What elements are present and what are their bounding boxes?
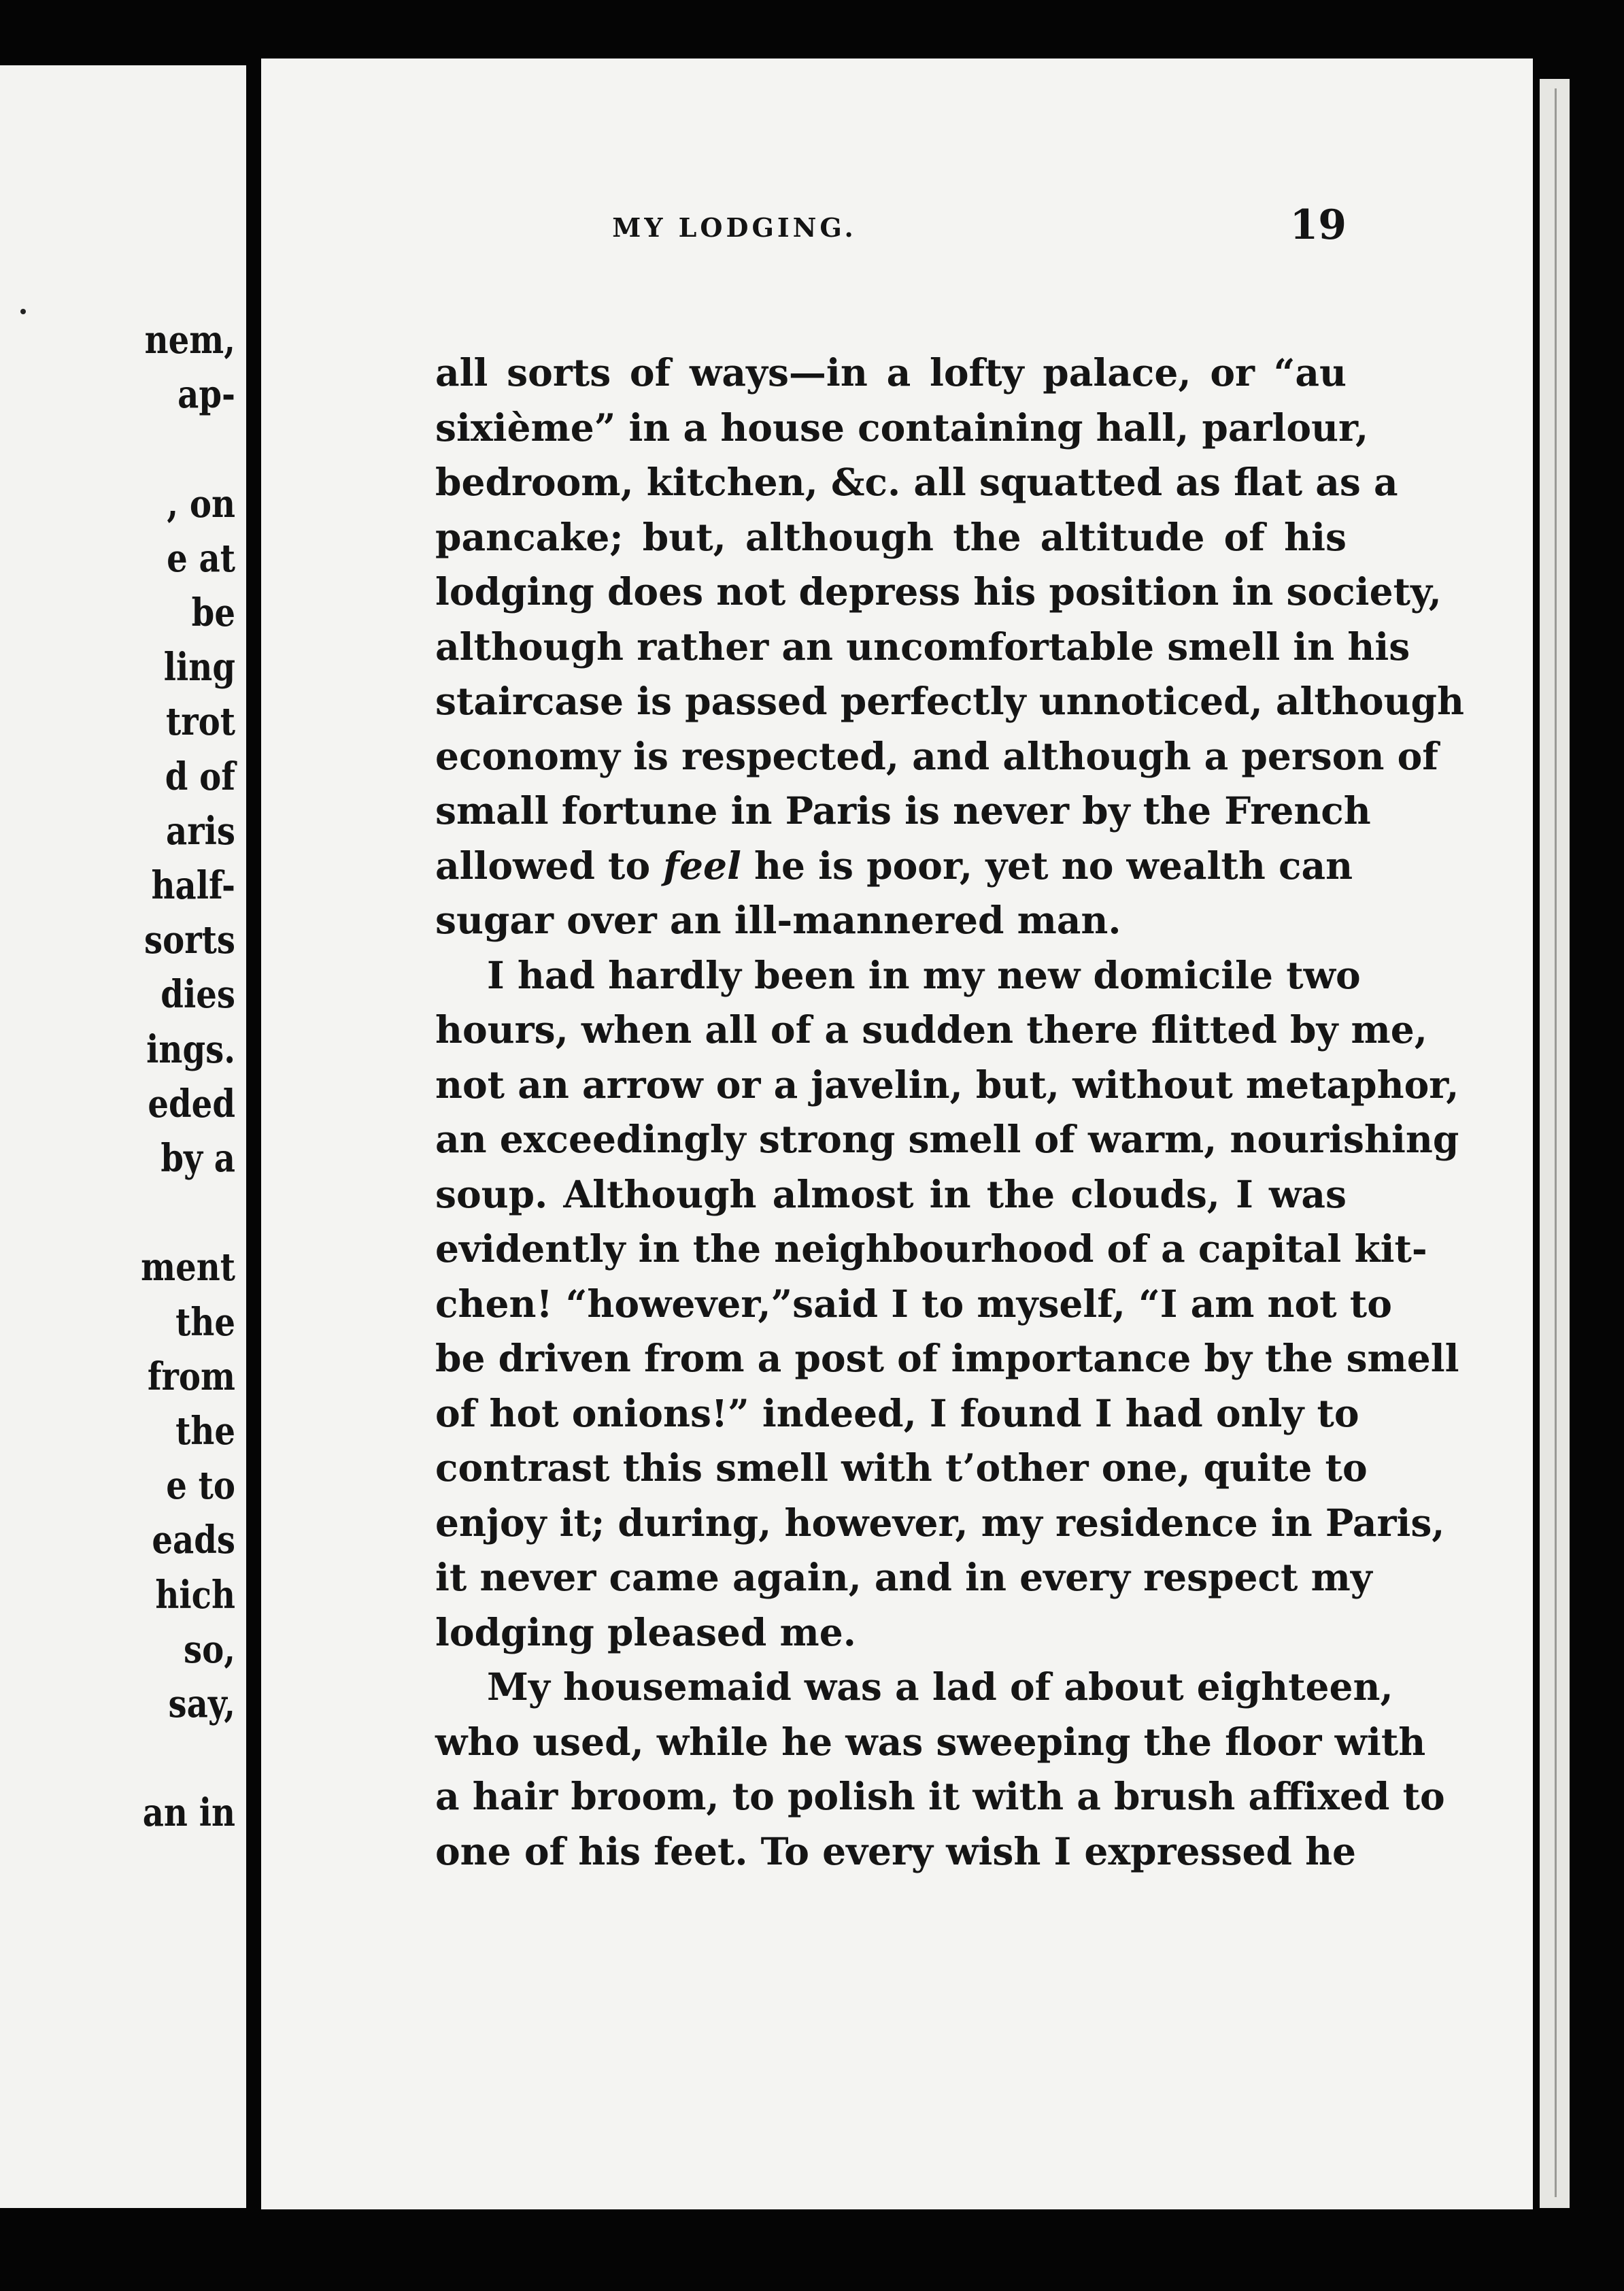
text-line: it never came again, and in every respect my	[435, 1555, 1372, 1599]
text-line: economy is respected, and although a person of	[435, 733, 1438, 778]
text-line: My housemaid was a lad of about eighteen,	[487, 1665, 1393, 1709]
left-page-line: be	[191, 590, 235, 635]
text-line: be driven from a post of importance by the smell	[435, 1336, 1459, 1380]
text-line: contrast this smell with t’other one, quite to	[435, 1445, 1368, 1490]
text-line: small fortune in Paris is never by the French	[435, 788, 1371, 833]
page-edge-line	[1555, 88, 1557, 2197]
left-page-line: aris	[166, 808, 235, 854]
left-page-line: , on	[167, 481, 235, 526]
left-page-line: ings.	[146, 1026, 235, 1072]
text-line: evidently in the neighbourhood of a capital kit-	[435, 1226, 1427, 1271]
left-page-line: an in	[142, 1790, 235, 1836]
left-page-line: half-	[151, 863, 235, 908]
text-line: all sorts of ways—in a lofty palace, or “au	[435, 350, 1347, 395]
text-line: not an arrow or a javelin, but, without metaphor,	[435, 1062, 1459, 1107]
left-page-line: d of	[165, 754, 235, 799]
text-line: although rather an uncomfortable smell in his	[435, 624, 1410, 669]
left-page-line: trot	[166, 699, 235, 745]
text-line: hours, when all of a sudden there flitted by me,	[435, 1007, 1427, 1052]
left-page-line: ap-	[177, 372, 235, 418]
text-line: of hot onions!” indeed, I found I had only to	[435, 1390, 1359, 1435]
text-line: lodging pleased me.	[435, 1609, 856, 1654]
page-number: 19	[1289, 201, 1347, 249]
left-page-line: say,	[168, 1682, 235, 1726]
body-text	[435, 346, 1464, 1879]
left-page-line: e to	[166, 1463, 235, 1509]
emphasis: feel	[663, 843, 741, 888]
text-line: sixième” in a house containing hall, parlour,	[435, 405, 1369, 450]
text-line: chen! “however,”said I to myself, “I am not to	[435, 1281, 1392, 1326]
left-page-line: eded	[148, 1081, 235, 1126]
left-page-line: by a	[160, 1136, 235, 1181]
left-page-line: sorts	[144, 918, 235, 963]
left-page-line: from	[147, 1354, 235, 1399]
text-line: enjoy it; during, however, my residence in Paris,	[435, 1500, 1445, 1545]
text-line: staircase is passed perfectly unnoticed, although	[435, 679, 1464, 723]
left-page-line: hich	[155, 1572, 235, 1618]
left-page-line: nem,	[144, 318, 235, 363]
text-line: bedroom, kitchen, &c. all squatted as flat as a	[435, 460, 1398, 504]
left-page-line: eads	[152, 1518, 235, 1563]
text-line: an exceedingly strong smell of warm, nourishing	[435, 1117, 1459, 1161]
ink-speck	[20, 309, 26, 314]
running-title: MY LODGING.	[612, 212, 857, 243]
left-page-line: e at	[167, 535, 235, 581]
left-page-line: the	[175, 1409, 235, 1454]
text-line: sugar over an ill-mannered man.	[435, 898, 1121, 942]
text-line: a hair broom, to polish it with a brush affixed to	[435, 1774, 1445, 1818]
text-line: soup. Although almost in the clouds, I was	[435, 1171, 1347, 1216]
left-page-line: ling	[163, 645, 235, 690]
text-line: lodging does not depress his position in society,	[435, 569, 1442, 614]
text-line: pancake; but, although the altitude of his	[435, 514, 1347, 559]
text-line: who used, while he was sweeping the floor with	[435, 1719, 1426, 1764]
text-line: I had hardly been in my new domicile two	[487, 952, 1361, 997]
left-page-line: ment	[141, 1245, 235, 1290]
left-page-line: the	[175, 1299, 235, 1345]
text-line: one of his feet. To every wish I expressed he	[435, 1828, 1357, 1873]
text-line: allowed to feel he is poor, yet no wealth can	[435, 843, 1353, 888]
left-page-fragment	[0, 65, 246, 2208]
left-page-line: dies	[160, 972, 235, 1018]
left-page-line: so,	[183, 1626, 235, 1672]
